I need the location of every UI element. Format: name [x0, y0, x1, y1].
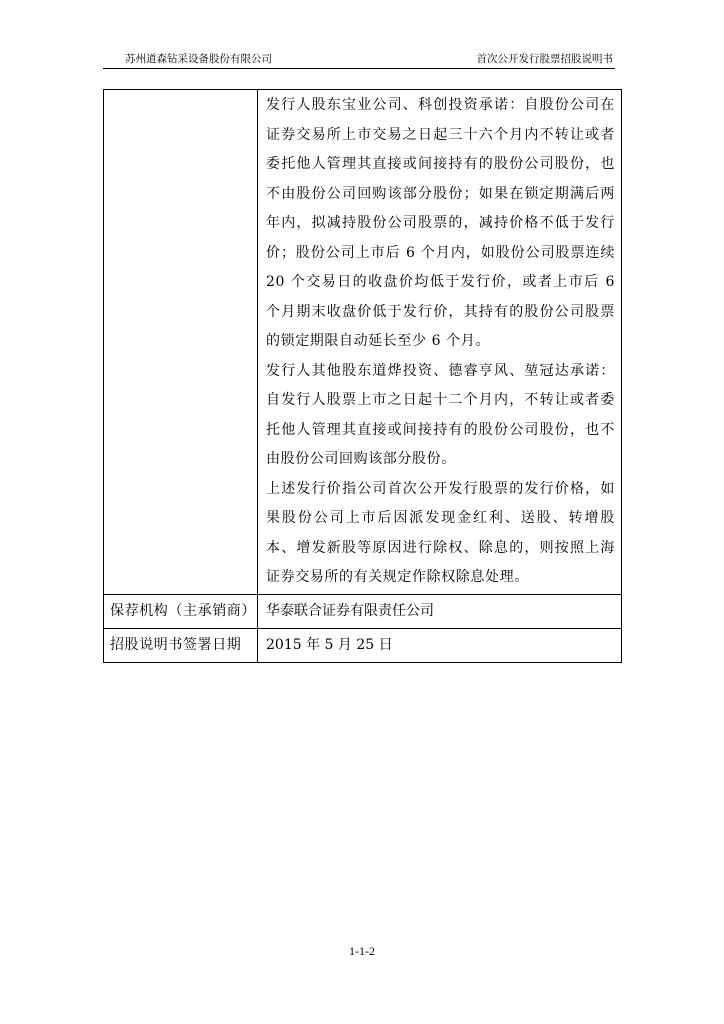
commitment-paragraph: 发行人其他股东道烨投资、德睿亨风、堃冠达承诺：自发行人股票上市之日起十二个月内，不转让或者委托他人管理其直接或间接持有的股份公司股份，也不由股份公司回购该部分股份。: [266, 362, 615, 467]
table-row-content: [258, 90, 621, 594]
table-row-sponsor: [104, 594, 621, 628]
commitment-paragraph: 发行人股东宝业公司、科创投资承诺：自股份公司在证券交易所上市交易之日起三十六个月内不转让或者委托他人管理其直接或间接持有的股份公司股份，也不由股份公司回购该部分股份；如果在锁定期满后两年内，拟减持股份公司股票的，减持价格不低于发行价；股份公司上市后 6 个月内，如股份公司股票连续 20 个交易日的收盘价均低于发行价，或者上市后 6 个月期末收盘价低于发行价，其持有的股份公司股票的锁定期限自动延长至少 6 个月。: [266, 97, 615, 349]
table-row-value: 华泰联合证券有限责任公司: [266, 602, 434, 619]
page-header: [103, 50, 615, 69]
table-row-signing-date: [104, 628, 621, 662]
table-row-value: 2015 年 5 月 25 日: [266, 636, 393, 653]
info-table: [103, 89, 622, 663]
page-number: 1-1-2: [349, 944, 375, 958]
table-row-label: [104, 90, 258, 594]
document-title: 首次公开发行股票招股说明书: [476, 53, 613, 65]
company-name: 苏州道森钻采设备股份有限公司: [125, 53, 272, 65]
commitment-paragraph: 上述发行价指公司首次公开发行股票的发行价格，如果股份公司上市后因派发现金红利、送股、转增股本、增发新股等原因进行除权、除息的，则按照上海证券交易所的有关规定作除权除息处理。: [266, 480, 615, 585]
table-row-label: 招股说明书签署日期: [104, 629, 258, 662]
table-row-label: 保荐机构（主承销商）: [104, 595, 258, 628]
table-row-lockup-commitments: [104, 90, 621, 594]
